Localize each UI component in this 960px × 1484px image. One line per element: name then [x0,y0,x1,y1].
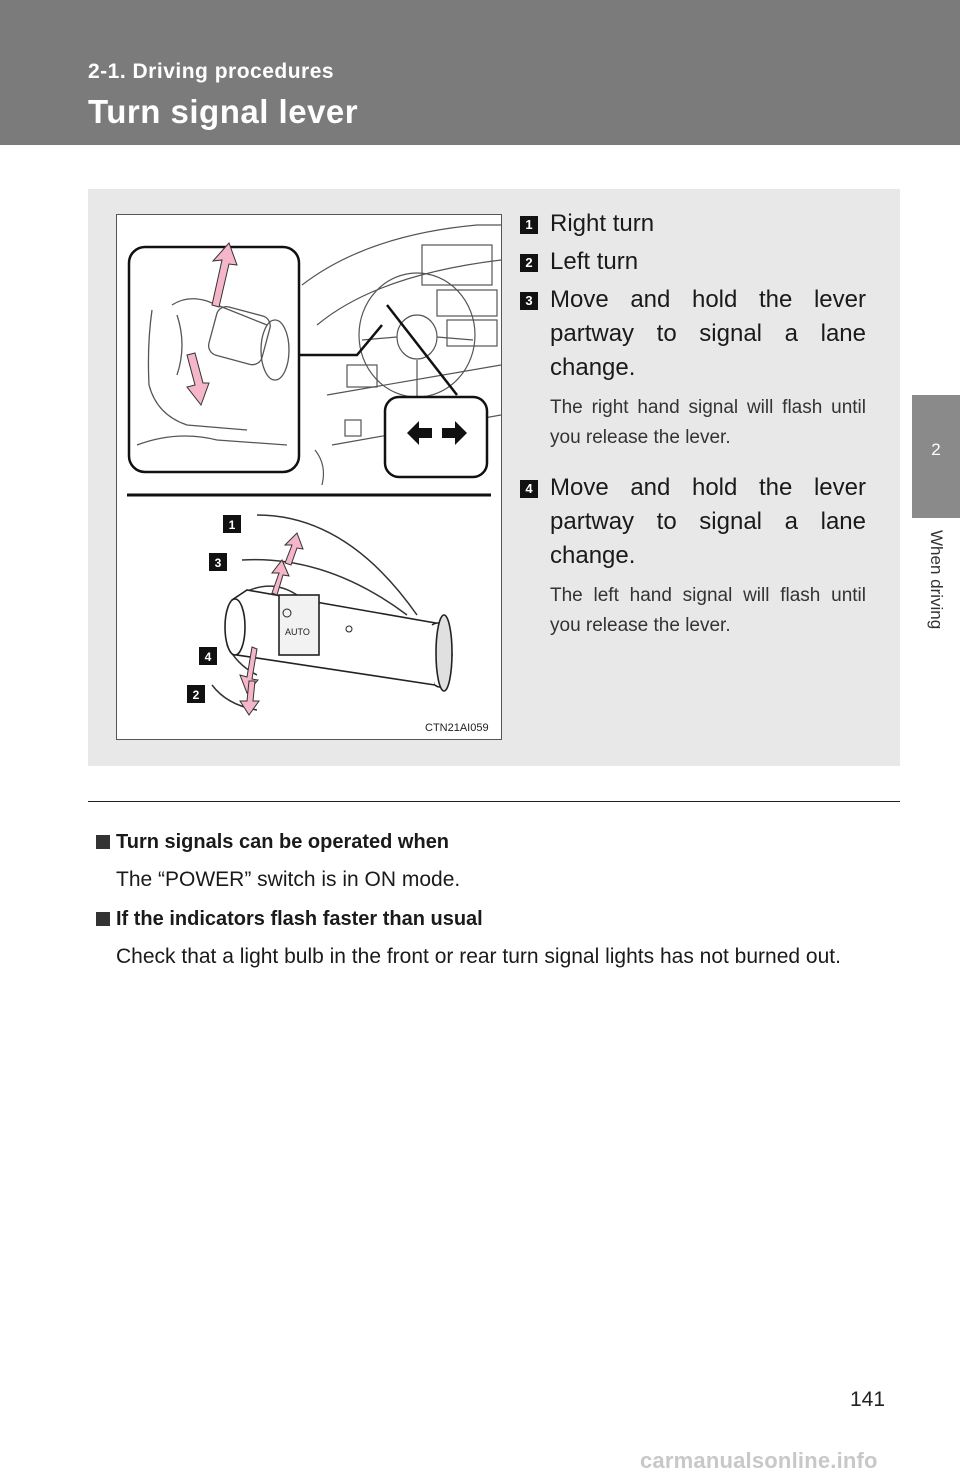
step-note: The right hand signal will flash until you release the lever. [550,397,866,448]
note-body: The “POWER” switch is in ON mode. [116,868,461,891]
step-note: The left hand signal will flash until you release the lever. [550,585,866,636]
figure-code: CTN21AI059 [425,722,489,734]
square-bullet-icon [96,835,110,849]
step-text: Right turn [550,210,655,237]
step-item [520,283,866,453]
page-title: Turn signal lever [88,93,359,130]
step-number: 4 [520,480,538,498]
callout-label: 4 [204,650,212,664]
note-heading [96,828,896,856]
step-number: 2 [520,254,538,272]
chapter-label-text: When driving [927,530,946,630]
chapter-number: 2 [931,440,941,459]
note-heading [96,905,896,933]
page-number: 141 [850,1388,886,1411]
callout-label: 2 [192,688,200,702]
step-text: Left turn [550,248,639,275]
step-number: 1 [520,216,538,234]
note-item [96,828,896,896]
step-text: Move and hold the lever partway to signal a lane change. [550,474,866,569]
callout-label: 1 [228,518,236,532]
step-item [520,207,866,245]
watermark: carmanualsonline.info [640,1448,878,1473]
step-text: Move and hold the lever partway to signal a lane change. [550,286,866,381]
callout-label: 3 [214,556,222,570]
turn-signal-figure [116,214,502,740]
note-heading-text: Turn signals can be operated when [116,831,450,853]
note-item [96,905,896,973]
turn-signal-illustration [117,215,501,739]
note-body: Check that a light bulb in the front or rear turn signal lights has not burned out. [116,945,841,968]
step-list [520,207,866,641]
step-item [520,245,866,283]
note-heading-text: If the indicators flash faster than usual [116,908,483,930]
step-item [520,471,866,641]
section-divider [88,801,900,802]
svg-text:AUTO: AUTO [285,627,310,637]
step-number: 3 [520,292,538,310]
section-label: 2-1. Driving procedures [88,60,335,83]
chapter-label [916,530,956,680]
square-bullet-icon [96,912,110,926]
